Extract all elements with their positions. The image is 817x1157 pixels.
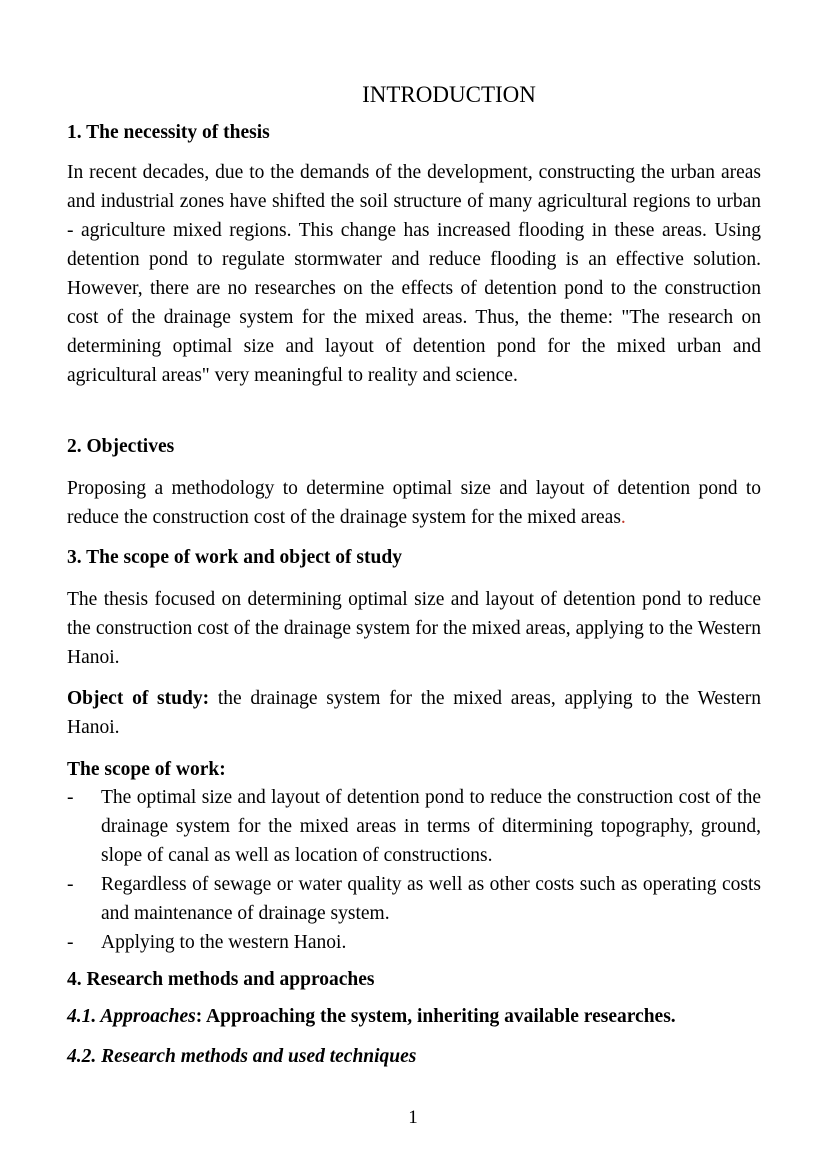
object-of-study-text: the drainage system for the mixed areas, applying to the Western Hanoi. bbox=[67, 688, 761, 738]
section-heading-scope: 3. The scope of work and object of study bbox=[67, 547, 402, 568]
list-dash: - bbox=[67, 787, 74, 808]
list-item-text: Applying to the western Hanoi. bbox=[101, 932, 347, 953]
approaches-text: Approaching the system, inheriting available researches. bbox=[206, 1006, 676, 1027]
page-number: 1 bbox=[408, 1107, 418, 1128]
section-heading-methods: 4. Research methods and approaches bbox=[67, 969, 375, 990]
list-item-text: The optimal size and layout of detention pond to reduce the construction cost of the drainage system for the mixed areas in terms of ditermining topography, ground, slope of canal as well as location of constructions. bbox=[101, 787, 761, 866]
scope-of-work-list bbox=[67, 783, 761, 957]
objectives-text: Proposing a methodology to determine optimal size and layout of detention pond to reduce the construction cost of the drainage system for the mixed areas bbox=[67, 478, 761, 528]
scope-paragraph: The thesis focused on determining optimal size and layout of detention pond to reduce the construction cost of the drainage system for the mixed areas, applying to the Western Hanoi. bbox=[67, 589, 761, 668]
section-heading-objectives: 2. Objectives bbox=[67, 436, 175, 457]
object-of-study-paragraph bbox=[67, 684, 761, 742]
list-dash: - bbox=[67, 932, 74, 953]
page-title: INTRODUCTION bbox=[362, 82, 536, 107]
section-heading-necessity: 1. The necessity of thesis bbox=[67, 122, 270, 143]
approaches-line bbox=[67, 1003, 761, 1031]
list-item-text: Regardless of sewage or water quality as well as other costs such as operating costs and maintenance of drainage system. bbox=[101, 874, 761, 924]
objectives-trailing-period: . bbox=[620, 507, 626, 528]
approaches-label: 4.1. Approaches bbox=[67, 1006, 196, 1027]
techniques-heading: 4.2. Research methods and used techniques bbox=[67, 1046, 417, 1067]
list-item bbox=[67, 928, 761, 957]
objectives-paragraph bbox=[67, 474, 761, 532]
necessity-paragraph: In recent decades, due to the demands of the development, constructing the urban areas and industrial zones have shifted the soil structure of many agricultural regions to urban - agriculture mixed regions. This change has increased flooding in these areas. Using detention pond to regulate stormwater and reduce flooding is an effective solution. However, there are no researches on the effects of detention pond to the construction cost of the drainage system for the mixed areas. Thus, the theme: "The research on determining optimal size and layout of detention pond for the mixed urban and agricultural areas" very meaningful to reality and science. bbox=[67, 162, 761, 386]
list-dash: - bbox=[67, 874, 74, 895]
scope-of-work-label: The scope of work: bbox=[67, 759, 226, 780]
list-item bbox=[67, 783, 761, 870]
object-of-study-label: Object of study: bbox=[67, 688, 210, 709]
approaches-colon: : bbox=[195, 1006, 207, 1027]
list-item bbox=[67, 870, 761, 928]
